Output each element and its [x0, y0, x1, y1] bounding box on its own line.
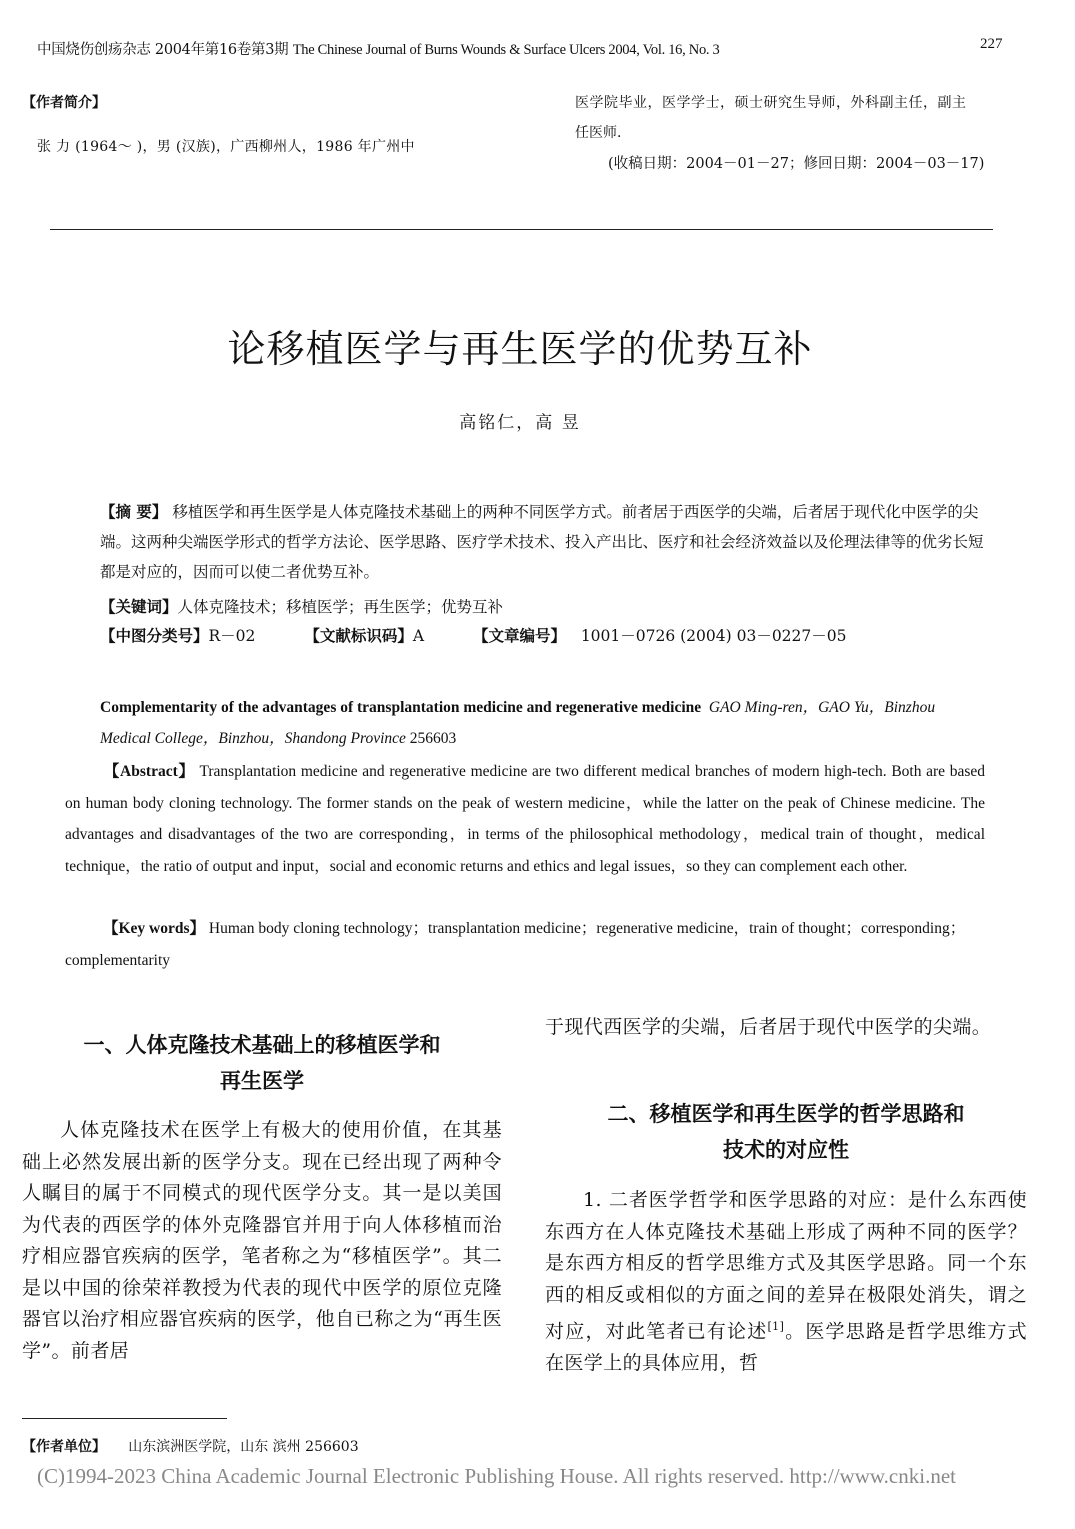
doc-code-value: A	[412, 627, 425, 645]
continuation-text: 于现代西医学的尖端，后者居于现代中医学的尖端。	[545, 1016, 992, 1038]
english-keywords-label: 【Key words】	[103, 920, 206, 937]
page-number: 227	[980, 36, 1003, 52]
article-number-value: 1001－0726 (2004) 03－0227－05	[580, 627, 847, 645]
abstract-zh	[100, 497, 985, 587]
doc-code-label: 【文献标识码】	[304, 626, 413, 645]
section1-heading	[22, 1027, 502, 1099]
keywords-zh-text: 人体克隆技术；移植医学；再生医学；优势互补	[177, 598, 504, 616]
journal-name-en: The Chinese Journal of Burns Wounds & Surface Ulcers 2004, Vol. 16, No. 3	[292, 42, 720, 58]
section2-heading-line2: 技术的对应性	[723, 1137, 849, 1162]
citation-ref: [1]	[767, 1320, 785, 1333]
section2-heading	[545, 1096, 1027, 1168]
header-divider	[50, 229, 993, 230]
article-title: 论移植医学与再生医学的优势互补	[227, 327, 813, 371]
footnote-divider	[22, 1418, 227, 1419]
author-bio-line3: 任医师．	[575, 125, 631, 141]
journal-name-zh: 中国烧伤创疡杂志 2004年第16卷第3期	[37, 42, 289, 58]
clc-value: R－02	[208, 627, 256, 645]
english-abstract-label: 【Abstract】	[103, 763, 195, 780]
english-authors: GAO Ming-ren，GAO Yu，Binzhou Medical College，Binzhou，Shandong Province	[100, 699, 936, 747]
section2-paragraph-tail: 。医学思路是哲学思维方式在医学上的具体应用，哲	[545, 1320, 1027, 1374]
author-affiliation-footnote	[22, 1436, 359, 1456]
copyright-watermark: (C)1994-2023 China Academic Journal Electronic Publishing House. All rights reserved. http://www.cnki.net	[37, 1464, 956, 1488]
abstract-zh-label: 【摘 要】	[100, 502, 168, 521]
section1-heading-line2: 再生医学	[220, 1068, 304, 1093]
english-title: Complementarity of the advantages of transplantation medicine and regenerative medicine	[100, 699, 702, 716]
section2-paragraph	[545, 1185, 1027, 1379]
english-keywords	[65, 913, 985, 976]
english-postcode: 256603	[409, 730, 457, 747]
english-keywords-text: Human body cloning technology；transplantation medicine；regenerative medicine，train of thought；corresponding；complementarity	[65, 920, 966, 969]
english-abstract-text: Transplantation medicine and regenerative medicine are two different medical branches of modern high-tech. Both are based on human body cloning technology. The former stands on the peak of western medicine，while the latter on the peak of Chinese medicine. The advantages and disadvantages of the two are corresponding，in terms of the philosophical methodology，medical train of thought，medical technique，the ratio of output and input，social and economic returns and ethics and legal issues，so they can complement each other.	[65, 763, 985, 875]
section1-paragraph: 人体克隆技术在医学上有极大的使用价值，在其基础上必然发展出新的医学分支。现在已经出现了两种令人瞩目的属于不同模式的现代医学分支。其一是以美国为代表的西医学的体外克隆器官并用于向人体移植而治疗相应器官疾病的医学，笔者称之为“移植医学”。其二是以中国的徐荣祥教授为代表的现代中医学的原位克隆器官以治疗相应器官疾病的医学，他自已称之为“再生医学”。前者居	[22, 1119, 502, 1362]
author-bio-label: 【作者简介】	[22, 95, 106, 111]
classification-line	[100, 624, 891, 646]
section1-heading-line1: 一、人体克隆技术基础上的移植医学和	[83, 1032, 441, 1057]
received-dates: (收稿日期：2004－01－27；修回日期：2004－03－17)	[608, 156, 985, 172]
author-bio-line1: 张 力 (1964～ )，男 (汉族)，广西柳州人，1986 年广州中	[37, 139, 415, 155]
article-number-label: 【文章编号】	[473, 626, 567, 645]
english-title-block	[100, 692, 985, 754]
footnote-text: 山东滨洲医学院，山东 滨州 256603	[128, 1439, 359, 1455]
author-bio-line2: 医学院毕业，医学学士，硕士研究生导师，外科副主任，副主	[575, 95, 967, 111]
keywords-zh	[100, 595, 503, 617]
clc-label: 【中图分类号】	[100, 626, 209, 645]
keywords-zh-label: 【关键词】	[100, 597, 178, 616]
abstract-zh-text: 移植医学和再生医学是人体克隆技术基础上的两种不同医学方式。前者居于西医学的尖端，后者居于现代化中医学的尖端。这两种尖端医学形式的哲学方法论、医学思路、医疗学术技术、投入产出比、医疗和社会经济效益以及伦理法律等的优劣长短都是对应的，因而可以使二者优势互补。	[100, 503, 984, 581]
running-header	[37, 38, 720, 59]
section2-heading-line1: 二、移植医学和再生医学的哲学思路和	[607, 1101, 965, 1126]
english-abstract	[65, 756, 985, 882]
footnote-label: 【作者单位】	[22, 1439, 106, 1455]
article-authors: 高铭仁，高 昱	[459, 413, 581, 433]
section2-paragraph-main: 1. 二者医学哲学和医学思路的对应：是什么东西使东西方在人体克隆技术基础上形成了两种不同的医学？是东西方相反的哲学思维方式及其医学思路。同一个东西的相反或相似的方面之间的差异在极限处消失，谓之对应，对此笔者已有论述	[545, 1189, 1027, 1343]
